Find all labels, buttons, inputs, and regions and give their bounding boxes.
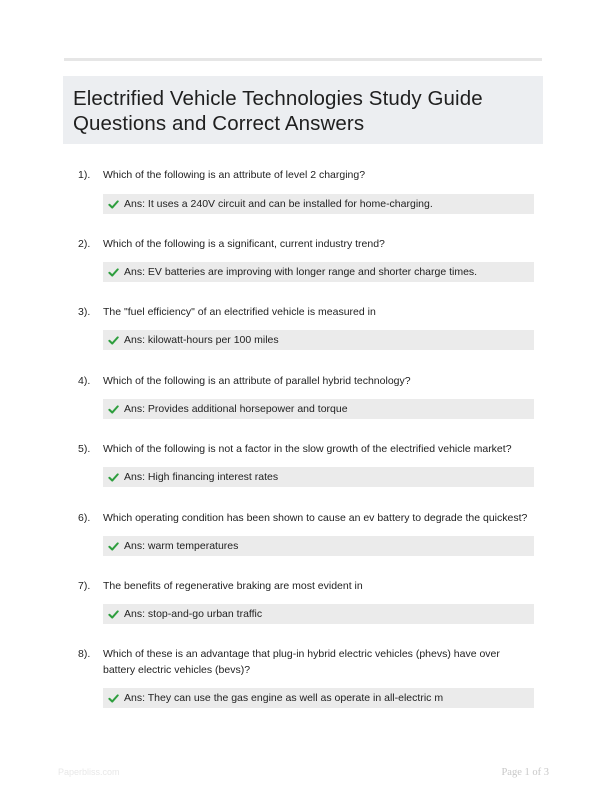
answer-text: Ans: They can use the gas engine as well as operate in all-electric m — [124, 692, 444, 704]
check-icon — [108, 335, 119, 346]
check-icon — [108, 404, 119, 415]
answer-box — [103, 399, 534, 419]
answer-text: Ans: Provides additional horsepower and torque — [124, 403, 348, 415]
check-icon — [108, 609, 119, 620]
question-text: The benefits of regenerative braking are most evident in — [103, 580, 363, 592]
page-indicator: Page 1 of 3 — [501, 767, 549, 778]
answer-box — [103, 467, 534, 487]
question-number: 6). — [78, 512, 91, 524]
question-text: Which of the following is an attribute of parallel hybrid technology? — [103, 375, 411, 387]
title-line-2: Questions and Correct Answers — [73, 112, 365, 135]
question-number: 7). — [78, 580, 91, 592]
question-text: Which of the following is a significant, current industry trend? — [103, 238, 385, 250]
question-number: 5). — [78, 443, 91, 455]
question-text: Which of these is an advantage that plug-in hybrid electric vehicles (phevs) have over battery electric vehicles (bevs)? — [103, 648, 500, 676]
document-title-box — [63, 76, 543, 144]
question-number: 2). — [78, 238, 91, 250]
answer-text: Ans: It uses a 240V circuit and can be installed for home-charging. — [124, 198, 433, 210]
check-icon — [108, 693, 119, 704]
title-line-1: Electrified Vehicle Technologies Study Guide — [73, 87, 483, 110]
answer-box — [103, 194, 534, 214]
answer-box — [103, 604, 534, 624]
check-icon — [108, 199, 119, 210]
answer-text: Ans: warm temperatures — [124, 540, 239, 552]
answer-text: Ans: EV batteries are improving with longer range and shorter charge times. — [124, 266, 478, 278]
question-number: 4). — [78, 375, 91, 387]
check-icon — [108, 472, 119, 483]
answer-box — [103, 262, 534, 282]
answer-box — [103, 688, 534, 708]
top-divider — [64, 58, 542, 61]
check-icon — [108, 267, 119, 278]
answer-text: Ans: stop-and-go urban traffic — [124, 608, 263, 620]
document-title — [73, 86, 533, 136]
question-text: Which operating condition has been shown to cause an ev battery to degrade the quickest? — [103, 512, 528, 524]
footer-watermark: Paperbliss.com — [58, 767, 120, 777]
answer-box — [103, 330, 534, 350]
answer-text: Ans: kilowatt-hours per 100 miles — [124, 334, 279, 346]
answer-box — [103, 536, 534, 556]
question-number: 1). — [78, 169, 91, 181]
question-number: 8). — [78, 648, 91, 660]
question-text: Which of the following is not a factor in the slow growth of the electrified vehicle market? — [103, 443, 512, 455]
question-text: The "fuel efficiency" of an electrified vehicle is measured in — [103, 306, 376, 318]
check-icon — [108, 541, 119, 552]
question-text: Which of the following is an attribute of level 2 charging? — [103, 169, 366, 181]
answer-text: Ans: High financing interest rates — [124, 471, 279, 483]
question-number: 3). — [78, 306, 91, 318]
